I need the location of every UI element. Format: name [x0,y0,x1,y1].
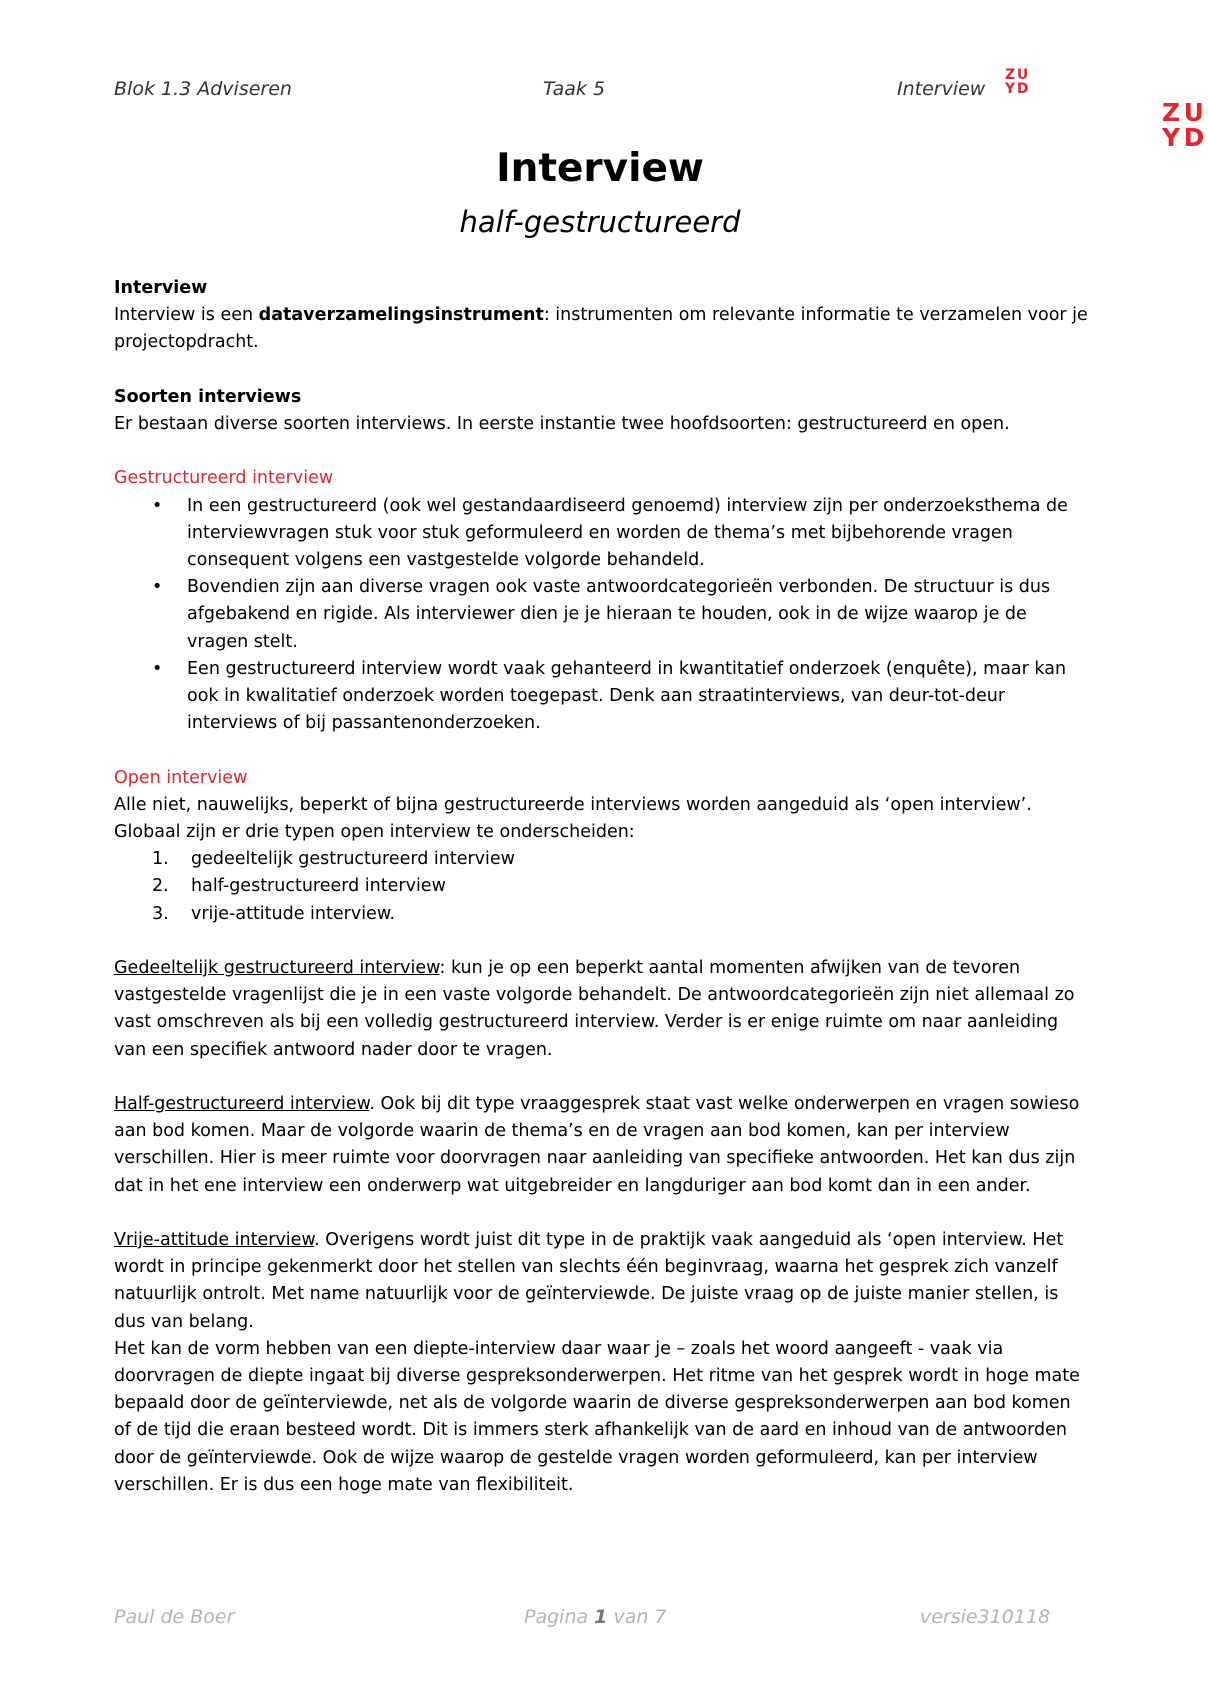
term-vrije: Vrije-attitude interview [114,1230,315,1251]
term-gedeeltelijk: Gedeeltelijk gestructureerd interview [114,958,440,979]
page-title: Interview [496,146,704,191]
bullet-item: • In een gestructureerd (ook wel gestandaardiseerd genoemd) interview zijn per onderzoeksthema de interviewvragen stuk voor stuk geformuleerd en worden de thema’s met bijbehorende vragen consequent volgens een vastgestelde volgorde behandeld. [114,493,1090,575]
section-heading-soorten: Soorten interviews [114,386,302,407]
open-paragraph: Alle niet, nauwelijks, beperkt of bijna gestructureerde interviews worden aangeduid als ‘open interview’. Globaal zijn er drie typen open interview te onderscheiden: [114,794,1032,843]
soorten-paragraph: Er bestaan diverse soorten interviews. In eerste instantie twee hoofdsoorten: gestructureerd en open. [114,414,1010,434]
gestructureerd-bullet-list [114,493,1090,738]
document-body [114,275,1090,1499]
bullet-item: • Bovendien zijn aan diverse vragen ook vaste antwoordcategorieën verbonden. De structuur is dus afgebakend en rigide. Als interviewer dien je je hieraan te houden, ook in de wijze waarop je de vragen stelt. [114,574,1090,656]
gedeeltelijk-paragraph: Gedeeltelijk gestructureerd interview: kun je op een beperkt aantal momenten afwijken van de tevoren vastgestelde vragenlijst die je in een vaste volgorde behandelt. De antwoordcategorieën zijn niet allemaal zo vast omschreven als bij een volledig gestructureerd interview. Verder is er enige ruimte om naar aanleiding van een specifiek antwoord nader door te vragen. [114,958,1075,1060]
bullet-item: • Een gestructureerd interview wordt vaak gehanteerd in kwantitatief onderzoek (enquête), maar kan ook in kwalitatief onderzoek worden toegepast. Denk aan straatinterviews, van deur-tot-deur interviews of bij passantenonderzoeken. [114,656,1090,738]
footer-version: versie310118 [920,1606,1051,1628]
section-heading-interview: Interview [114,278,208,298]
half-paragraph: Half-gestructureerd interview. Ook bij dit type vraaggesprek staat vast welke onderwerpen en vragen sowieso aan bod komen. Maar de volgorde waarin de thema’s en de vragen aan bod komen, kan per interview verschillen. Hier is meer ruimte voor doorvragen naar aanleiding van specifieke antwoorden. Het kan dus zijn dat in het ene interview een onderwerp wat uitgebreider en langduriger aan bod komt dan in een ander. [114,1094,1080,1196]
footer-page-number: Pagina 1 van 7 [524,1606,667,1628]
list-item: 1. gedeeltelijk gestructureerd interview [152,849,515,870]
vrije-paragraph-2: Het kan de vorm hebben van een diepte-interview daar waar je – zoals het woord aangeeft - vaak via doorvragen de diepte ingaat bij diverse gespreksonderwerpen. Het ritme van het gesprek wordt in hoge mate bepaald door de geïnterviewde, net als de volgorde waarin de diverse gespreksonderwerpen aan bod komen of de tijd die eraan besteed wordt. Dit is immers sterk afhankelijk van de aard en inhoud van de antwoorden door de geïnterviewde. Ook de wijze waarop de gestelde vragen worden geformuleerd, kan per interview verschillen. Er is dus een hoge mate van flexibiliteit. [114,1338,1080,1495]
list-item: 3. vrije-attitude interview. [152,903,396,924]
page-subtitle: half-gestructureerd [459,205,741,239]
interview-paragraph: Interview is een dataverzamelingsinstrument: instrumenten om relevante informatie te verzamelen voor je projectopdracht. [114,305,1088,353]
term-half: Half-gestructureerd interview [114,1094,370,1115]
footer-author: Paul de Boer [114,1606,235,1628]
header-task: Taak 5 [543,78,606,100]
vrije-paragraph: Vrije-attitude interview. Overigens wordt juist dit type in de praktijk vaak aangeduid als ‘open interview. Het wordt in principe gekenmerkt door het stellen van slechts één beginvraag, waarna het gesprek zich vanzelf natuurlijk ontrolt. Met name natuurlijk voor de geïnterviewde. De juiste vraag op de juiste manier stellen, is dus van belang. [114,1230,1064,1332]
section-heading-open: Open interview [114,767,248,788]
zuyd-logo-small: ZU YD [1005,67,1031,97]
section-heading-gestructureerd: Gestructureerd interview [114,468,334,489]
header-course: Blok 1.3 Adviseren [114,78,292,100]
header-topic: Interview [897,78,986,100]
open-types-list [114,846,1090,928]
list-item: 2. half-gestructureerd interview [152,876,446,897]
zuyd-logo: ZU YD [1162,98,1208,152]
